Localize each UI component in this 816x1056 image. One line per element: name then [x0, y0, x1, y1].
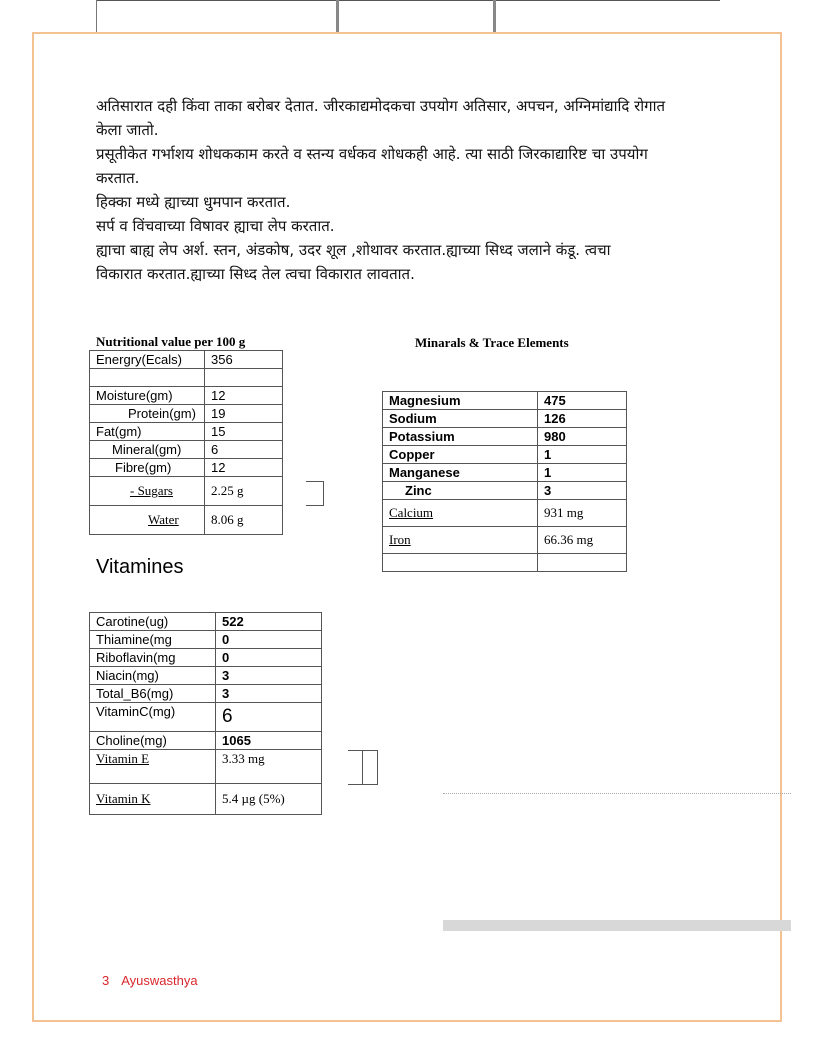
vitamin-label: Choline(mg): [90, 732, 216, 750]
table-row: [90, 369, 283, 387]
nutrition-label: Fat(gm): [90, 423, 205, 441]
table-row: [90, 405, 283, 423]
nutrition-label: [90, 369, 205, 387]
table-row: [90, 441, 283, 459]
table-row: [383, 392, 627, 410]
table-row: [90, 613, 322, 631]
mineral-label: Manganese: [383, 464, 538, 482]
vitamins-heading: Vitamines: [96, 556, 184, 578]
mineral-label: Sodium: [383, 410, 538, 428]
nutrition-value: 6: [205, 441, 283, 459]
mineral-value: 931 mg: [538, 500, 627, 527]
mineral-label: Magnesium: [383, 392, 538, 410]
vitamin-label: Total_B6(mg): [90, 685, 216, 703]
table-row: [383, 527, 627, 554]
table-row: [90, 631, 322, 649]
mineral-value: 3: [538, 482, 627, 500]
table-row: [90, 667, 322, 685]
nutrition-value: 2.25 g: [205, 477, 283, 506]
page-footer: [102, 973, 210, 988]
table-cell-overflow-border: [306, 481, 324, 506]
table-cell-divider: [362, 750, 363, 785]
mineral-value: 126: [538, 410, 627, 428]
vitamin-label: Vitamin K: [90, 784, 216, 815]
text-line: अतिसारात दही किंवा ताका बरोबर देतात. जीरकाद्यमोदकचा उपयोग अतिसार, अपचन, अग्निमांद्यादि रोगात: [96, 97, 666, 115]
vitamin-label: Vitamin E: [90, 750, 216, 784]
table-row: [90, 387, 283, 405]
nutrition-label: Protein(gm): [90, 405, 205, 423]
nutrition-label: - Sugars: [90, 477, 205, 506]
table-row: [383, 464, 627, 482]
mineral-label: [383, 554, 538, 572]
text-line: ह्याचा बाह्य लेप अर्श. स्तन, अंडकोष, उदर शूल ,शोथावर करतात.ह्याच्या सिध्द जलाने कंडू. त्वचा: [96, 241, 611, 259]
table-row: [90, 506, 283, 535]
vitamin-value: 3: [216, 685, 322, 703]
nutrition-label: Energry(Ecals): [90, 351, 205, 369]
nutrition-value: 15: [205, 423, 283, 441]
table-row: [383, 482, 627, 500]
nutrition-label: Mineral(gm): [90, 441, 205, 459]
table-row: [383, 428, 627, 446]
mineral-value: [538, 554, 627, 572]
mineral-label: Potassium: [383, 428, 538, 446]
table-row: [90, 685, 322, 703]
vitamin-label: Thiamine(mg: [90, 631, 216, 649]
vitamin-value: 522: [216, 613, 322, 631]
vitamin-value: 5.4 µg (5%): [216, 784, 322, 815]
table-row: [90, 703, 322, 732]
text-line: प्रसूतीकेत गर्भाशय शोधककाम करते व स्तन्य वर्धकव शोधकही आहे. त्या साठी जिरकाद्यारिष्ट चा उपयोग: [96, 145, 648, 163]
table-row: [383, 500, 627, 527]
minerals-table-title: Minarals & Trace Elements: [415, 335, 569, 350]
vitamin-value: 1065: [216, 732, 322, 750]
table-row: [383, 446, 627, 464]
vitamin-value: 3.33 mg: [216, 750, 322, 784]
mineral-label: Copper: [383, 446, 538, 464]
mineral-value: 980: [538, 428, 627, 446]
text-line: केला जातो.: [96, 121, 159, 139]
minerals-table: [382, 391, 627, 572]
mineral-label: Zinc: [383, 482, 538, 500]
mineral-value: 475: [538, 392, 627, 410]
text-line: सर्प व विंचवाच्या विषावर ह्याचा लेप करतात.: [96, 217, 335, 235]
table-cell-overflow-border: [348, 750, 378, 785]
table-row: [90, 423, 283, 441]
body-paragraph: [96, 94, 726, 286]
vitamin-label: Niacin(mg): [90, 667, 216, 685]
vitamin-label: Riboflavin(mg: [90, 649, 216, 667]
mineral-value: 1: [538, 446, 627, 464]
vitamin-value: 3: [216, 667, 322, 685]
nutrition-value: [205, 369, 283, 387]
nutrition-value: 356: [205, 351, 283, 369]
table-row: [90, 351, 283, 369]
text-line: करतात.: [96, 169, 140, 187]
mineral-value: 1: [538, 464, 627, 482]
table-row: [90, 477, 283, 506]
nutrition-table-title: Nutritional value per 100 g: [96, 334, 246, 349]
vitamin-label: Carotine(ug): [90, 613, 216, 631]
table-cell-border: [96, 0, 336, 32]
shaded-bar: [443, 920, 791, 931]
dotted-divider: [443, 793, 791, 794]
table-row: [90, 784, 322, 815]
nutrition-label: Fibre(gm): [90, 459, 205, 477]
footer-title: Ayuswasthya: [121, 973, 198, 988]
table-row: [90, 649, 322, 667]
nutrition-value: 8.06 g: [205, 506, 283, 535]
table-row: [383, 410, 627, 428]
nutrition-label: Moisture(gm): [90, 387, 205, 405]
mineral-value: 66.36 mg: [538, 527, 627, 554]
mineral-label: Calcium: [383, 500, 538, 527]
nutrition-value: 12: [205, 387, 283, 405]
table-cell-border: [493, 0, 720, 32]
vitamin-value: 0: [216, 649, 322, 667]
nutrition-label: Water: [90, 506, 205, 535]
text-line: विकारात करतात.ह्याच्या सिध्द तेल त्वचा विकारात लावतात.: [96, 265, 415, 283]
page-number: 3: [102, 973, 110, 988]
mineral-label: Iron: [383, 527, 538, 554]
table-row: [90, 459, 283, 477]
vitamin-value: 6: [216, 703, 322, 732]
nutrition-table: [89, 350, 283, 535]
vitamin-value: 0: [216, 631, 322, 649]
nutrition-value: 12: [205, 459, 283, 477]
table-cell-border: [336, 0, 493, 32]
table-row: [90, 750, 322, 784]
text-line: हिक्का मध्ये ह्याच्या धुमपान करतात.: [96, 193, 291, 211]
table-row: [383, 554, 627, 572]
table-row: [90, 732, 322, 750]
nutrition-value: 19: [205, 405, 283, 423]
vitamin-label: VitaminC(mg): [90, 703, 216, 732]
vitamins-table: [89, 612, 322, 815]
